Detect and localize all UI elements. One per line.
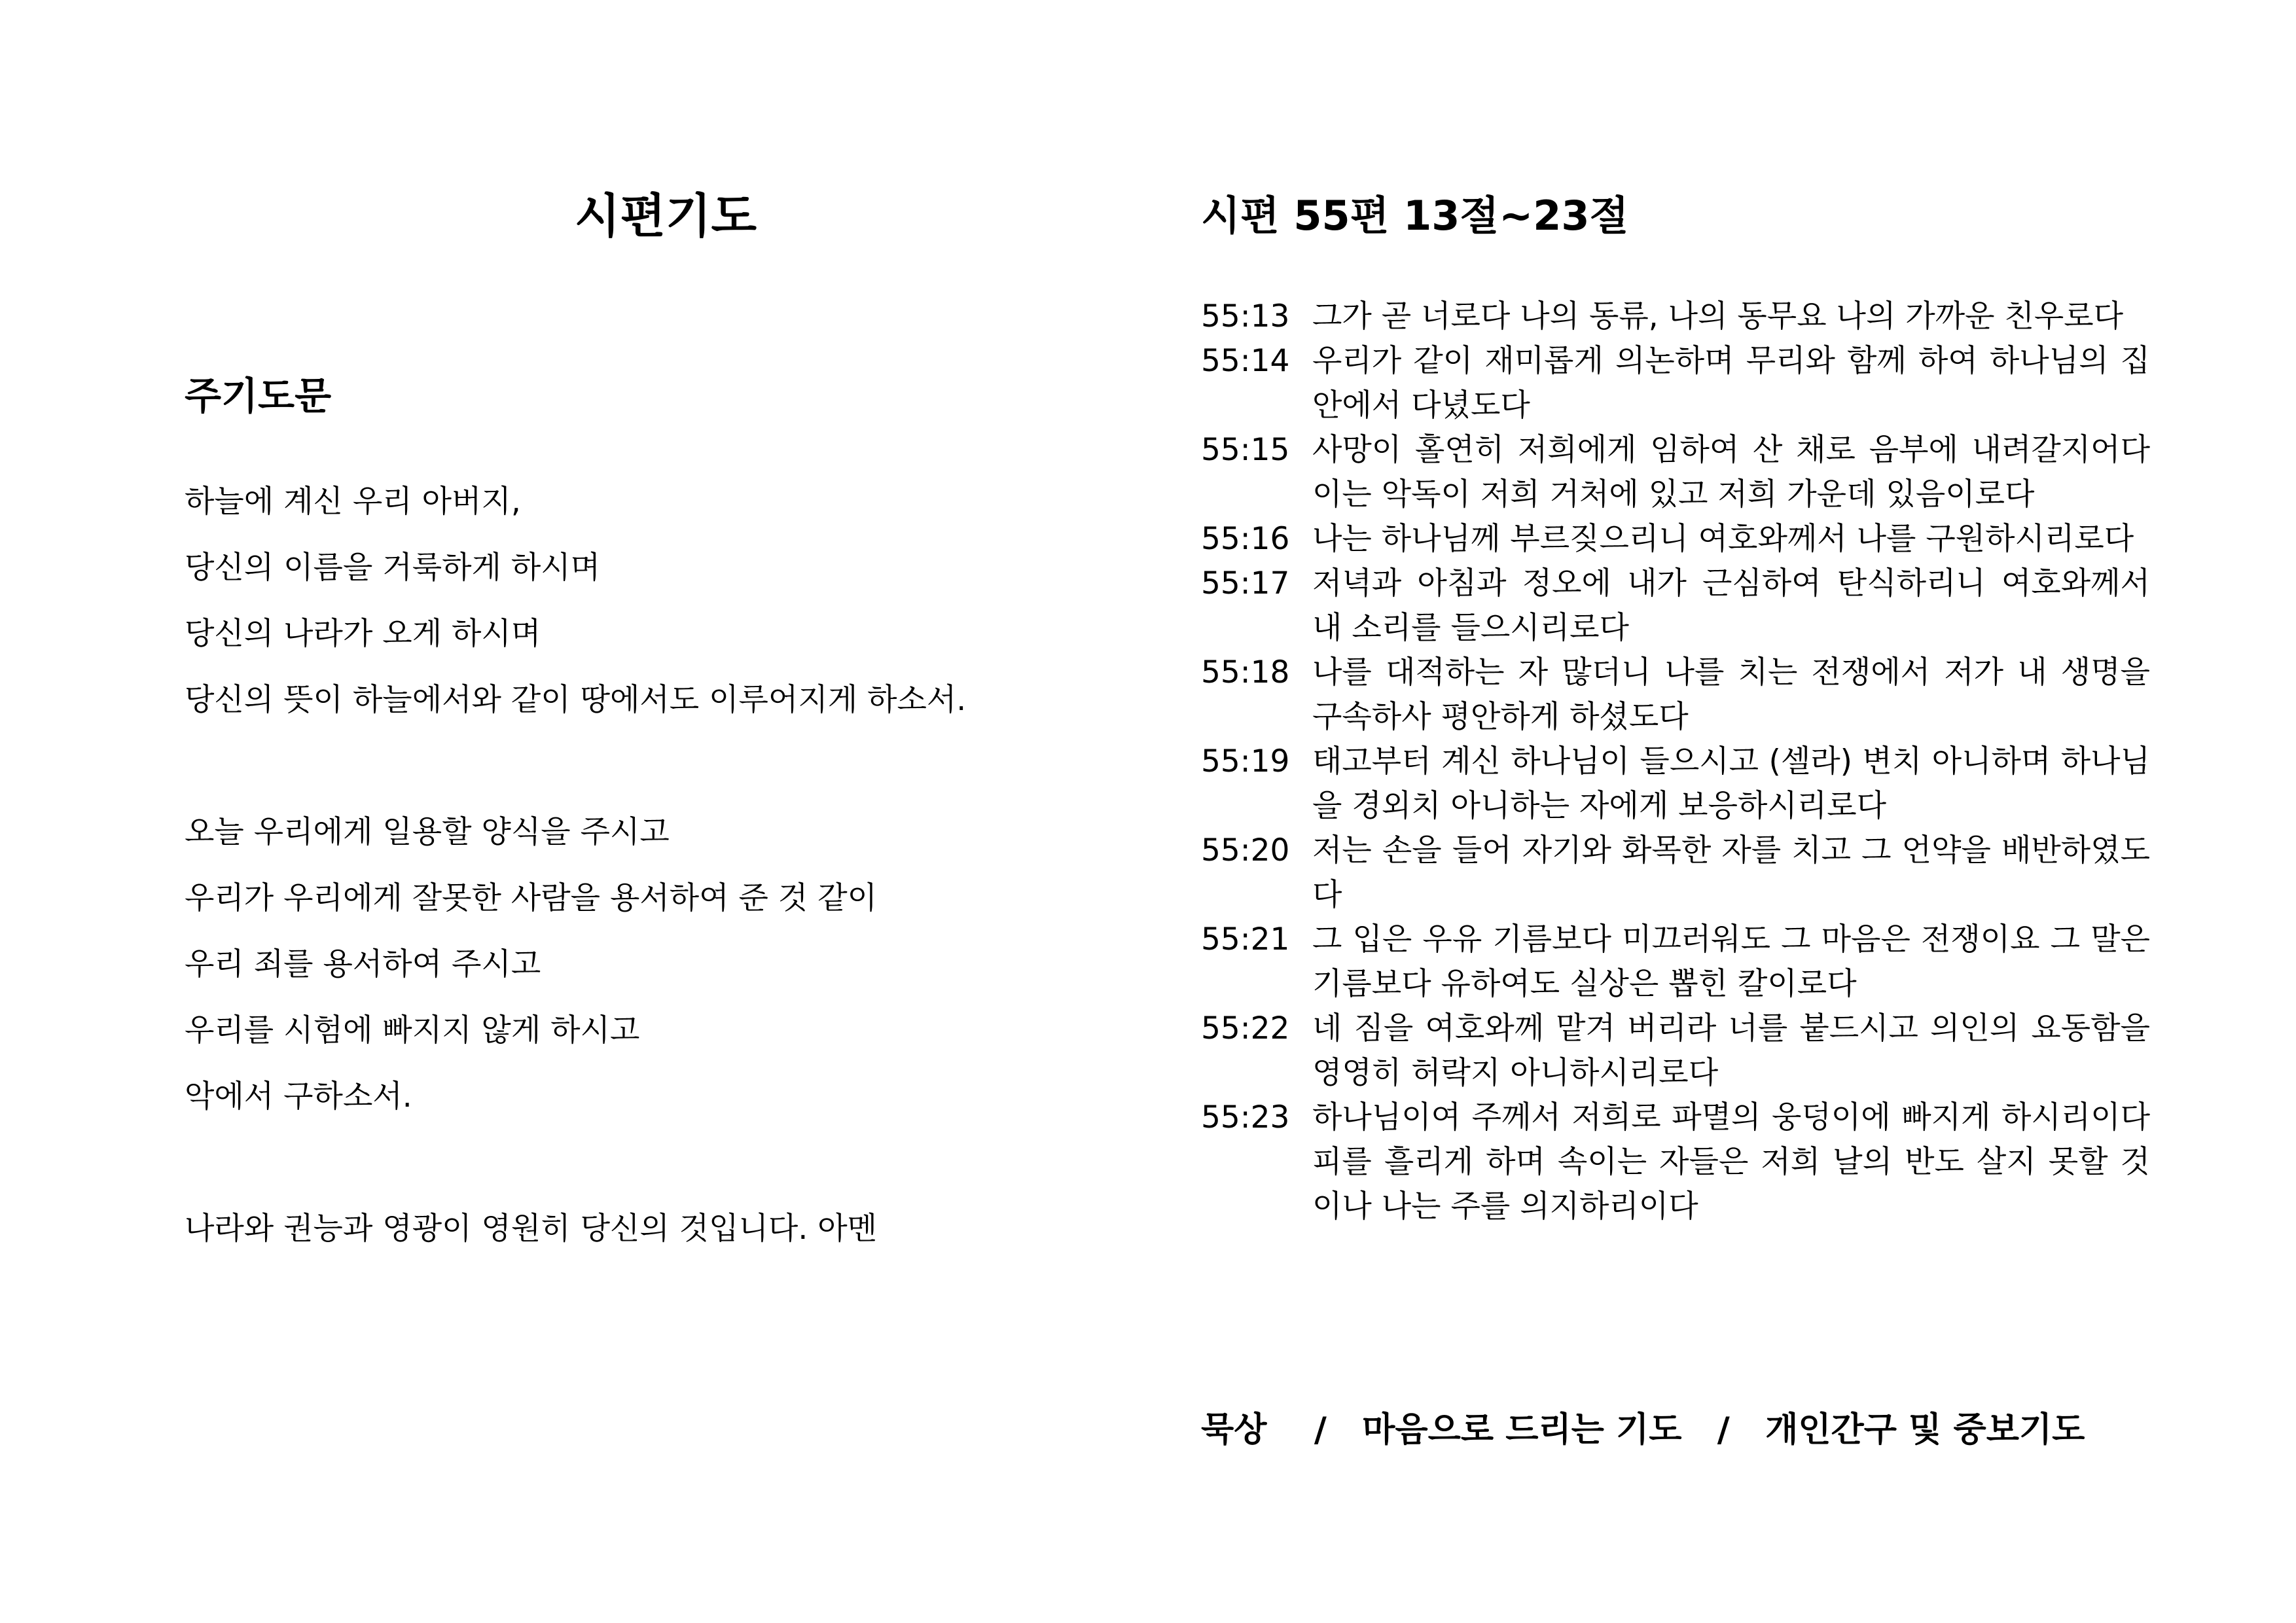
verse-item bbox=[1201, 740, 2150, 829]
verse-item bbox=[1201, 829, 2150, 918]
verse-reference: 55:20 bbox=[1201, 832, 1290, 868]
verse-reference: 55:13 bbox=[1201, 298, 1290, 334]
verse-text: 나를 대적하는 자 많더니 나를 치는 전쟁에서 저가 내 생명을 구속하사 평안하게 하셨도다 bbox=[1312, 654, 2150, 735]
verse-text: 태고부터 계신 하나님이 들으시고 (셀라) 변치 아니하며 하나님을 경외치 아니하는 자에게 보응하시리로다 bbox=[1312, 743, 2150, 824]
prayer-line: 악에서 구하소서. bbox=[185, 1079, 412, 1115]
verse-list bbox=[1201, 294, 2150, 1229]
prayer-line: 하늘에 계신 우리 아버지, bbox=[185, 484, 521, 520]
verse-item bbox=[1201, 339, 2150, 428]
prayer-line: 우리를 시험에 빠지지 않게 하시고 bbox=[185, 1012, 640, 1048]
left-column bbox=[185, 183, 1147, 1247]
verse-item bbox=[1201, 1096, 2150, 1229]
verse-text: 하나님이여 주께서 저희로 파멸의 웅덩이에 빠지게 하시리이다 피를 흘리게 하며 속이는 자들은 저희 날의 반도 살지 못할 것이나 나는 주를 의지하리이다 bbox=[1312, 1099, 2150, 1224]
verse-reference: 55:14 bbox=[1201, 343, 1290, 379]
verse-reference: 55:21 bbox=[1201, 921, 1290, 957]
verse-item bbox=[1201, 517, 2150, 562]
closing-prayer-order: 묵상 / 마음으로 드리는 기도 / 개인간구 및 중보기도 bbox=[1201, 1410, 2085, 1450]
verse-reference: 55:16 bbox=[1201, 521, 1290, 557]
lords-prayer-text bbox=[185, 476, 966, 1269]
prayer-line: 나라와 권능과 영광이 영원히 당신의 것입니다. 아멘 bbox=[185, 1211, 878, 1247]
verse-text: 그 입은 우유 기름보다 미끄러워도 그 마음은 전쟁이요 그 말은 기름보다 유하여도 실상은 뽑힌 칼이로다 bbox=[1312, 921, 2150, 1002]
verse-reference: 55:15 bbox=[1201, 432, 1290, 468]
prayer-blank-line bbox=[185, 1137, 966, 1203]
verse-text: 나는 하나님께 부르짖으리니 여호와께서 나를 구원하시리로다 bbox=[1312, 521, 2134, 557]
verse-reference: 55:23 bbox=[1201, 1099, 1290, 1135]
verse-reference: 55:18 bbox=[1201, 654, 1290, 690]
verse-text: 저는 손을 들어 자기와 화목한 자를 치고 그 언약을 배반하였도다 bbox=[1312, 832, 2150, 913]
prayer-line: 우리 죄를 용서하여 주시고 bbox=[185, 946, 541, 982]
prayer-line: 당신의 이름을 거룩하게 하시며 bbox=[185, 550, 601, 586]
verse-item bbox=[1201, 1007, 2150, 1096]
verse-item bbox=[1201, 294, 2150, 339]
verse-item bbox=[1201, 428, 2150, 517]
verse-text: 저녁과 아침과 정오에 내가 근심하여 탄식하리니 여호와께서 내 소리를 들으시리로다 bbox=[1312, 565, 2150, 646]
verse-text: 네 짐을 여호와께 맡겨 버리라 너를 붙드시고 의인의 요동함을 영영히 허락지 아니하시리로다 bbox=[1312, 1010, 2150, 1091]
prayer-line: 당신의 뜻이 하늘에서와 같이 땅에서도 이루어지게 하소서. bbox=[185, 682, 967, 718]
verse-reference: 55:22 bbox=[1201, 1010, 1290, 1046]
prayer-blank-line bbox=[185, 740, 966, 806]
verse-reference: 55:19 bbox=[1201, 743, 1290, 779]
verse-item bbox=[1201, 651, 2150, 740]
verse-text: 사망이 홀연히 저희에게 임하여 산 채로 음부에 내려갈지어다 이는 악독이 저희 거처에 있고 저희 가운데 있음이로다 bbox=[1312, 432, 2150, 512]
right-column bbox=[1201, 183, 2150, 1450]
prayer-line: 당신의 나라가 오게 하시며 bbox=[185, 616, 541, 652]
verse-text: 우리가 같이 재미롭게 의논하며 무리와 함께 하여 하나님의 집 안에서 다녔도다 bbox=[1312, 343, 2150, 423]
lords-prayer-heading: 주기도문 bbox=[185, 374, 332, 418]
verse-reference: 55:17 bbox=[1201, 565, 1290, 601]
prayer-line: 우리가 우리에게 잘못한 사람을 용서하여 준 것 같이 bbox=[185, 880, 878, 916]
verse-item bbox=[1201, 918, 2150, 1007]
prayer-line: 오늘 우리에게 일용할 양식을 주시고 bbox=[185, 814, 670, 850]
passage-title: 시편 55편 13절~23절 bbox=[1201, 192, 1629, 240]
verse-item bbox=[1201, 562, 2150, 651]
page-title: 시편기도 bbox=[574, 188, 757, 243]
verse-text: 그가 곧 너로다 나의 동류, 나의 동무요 나의 가까운 친우로다 bbox=[1312, 298, 2124, 334]
